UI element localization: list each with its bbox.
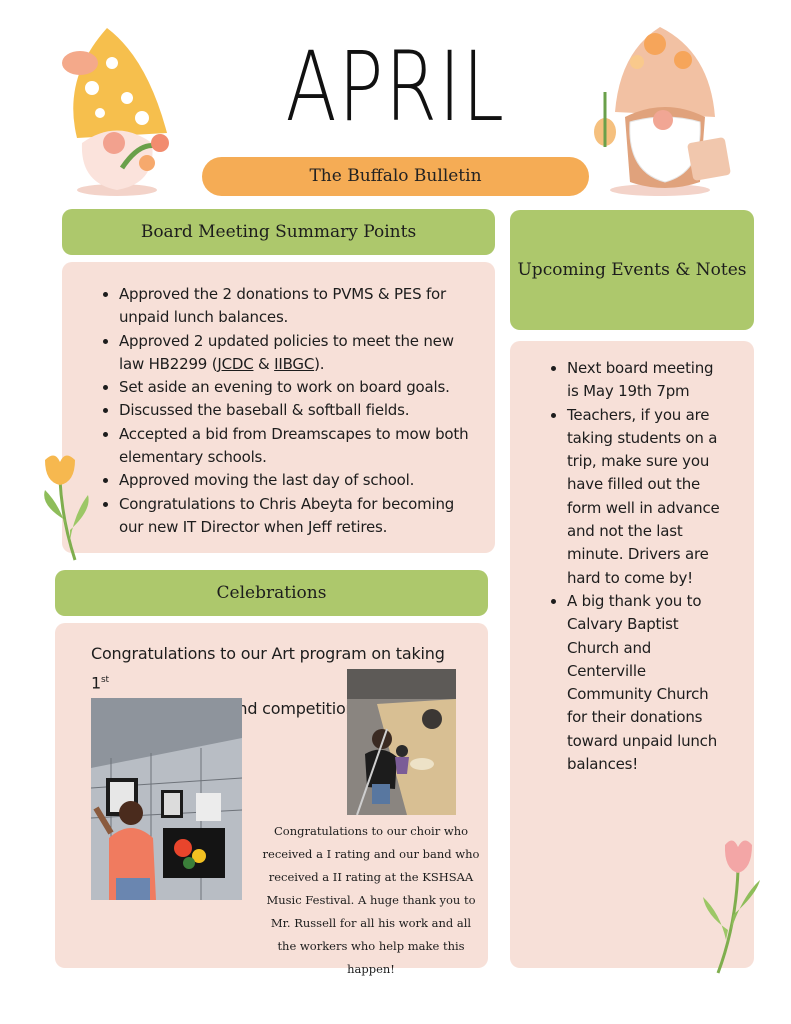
list-item: • Approved 2 updated policies to meet the new law HB2299 (JCDC & IIBGC). (119, 330, 479, 377)
tulip-right-illustration (698, 835, 768, 975)
board-meeting-heading (62, 209, 495, 255)
upcoming-events-heading-text: Upcoming Events & Notes (517, 260, 747, 280)
celebrations-panel (55, 623, 488, 976)
art-student-photo (91, 698, 242, 900)
list-item: • Discussed the baseball & softball fields. (119, 399, 479, 422)
celebrations-heading (55, 570, 488, 616)
list-item: • Approved moving the last day of school. (119, 469, 479, 492)
list-item: • Approved the 2 donations to PVMS & PES for unpaid lunch balances. (119, 283, 479, 330)
upcoming-events-heading (510, 210, 754, 330)
art-congrats-text: Congratulations to our Art program on taking 1st competition! (91, 644, 445, 719)
newsletter-name-banner: The Buffalo Bulletin (202, 157, 589, 196)
music-festival-text: Congratulations to our choir who received a I rating and our band who received a II rating at the KSHSAA Music Festival. A huge thank you to Mr. Russell for all his work and all the workers who help make this happen! (262, 824, 480, 976)
upcoming-events-list (547, 357, 727, 776)
page-title: APRIL (285, 31, 506, 143)
list-item: • Congratulations to Chris Abeyta for becoming our new IT Director when Jeff retires. (119, 493, 479, 540)
celebrations-heading-text: Celebrations (216, 583, 327, 603)
policy-link-iibgc[interactable]: IIBGC (274, 354, 315, 373)
list-item: • Next board meeting is May 19th 7pm (567, 357, 727, 404)
policy-link-jcdc[interactable]: JCDC (217, 354, 254, 373)
ordinal-superscript: st (100, 675, 109, 685)
list-item: • Set aside an evening to work on board goals. (119, 376, 479, 399)
board-meeting-heading-text: Board Meeting Summary Points (140, 222, 417, 242)
board-meeting-panel (62, 262, 495, 553)
list-item: • Teachers, if you are taking students on a trip, make sure you have filled out the form well in advance and not the last minute. Drivers are hard to come by! (567, 404, 727, 590)
list-item: • A big thank you to Calvary Baptist Church and Centerville Community Church for their donations toward unpaid lunch balances! (567, 590, 727, 776)
board-meeting-list (99, 283, 479, 539)
list-item: • Accepted a bid from Dreamscapes to mow both elementary schools. (119, 423, 479, 470)
tulip-left-illustration (30, 450, 100, 565)
students-working-photo (347, 669, 456, 815)
